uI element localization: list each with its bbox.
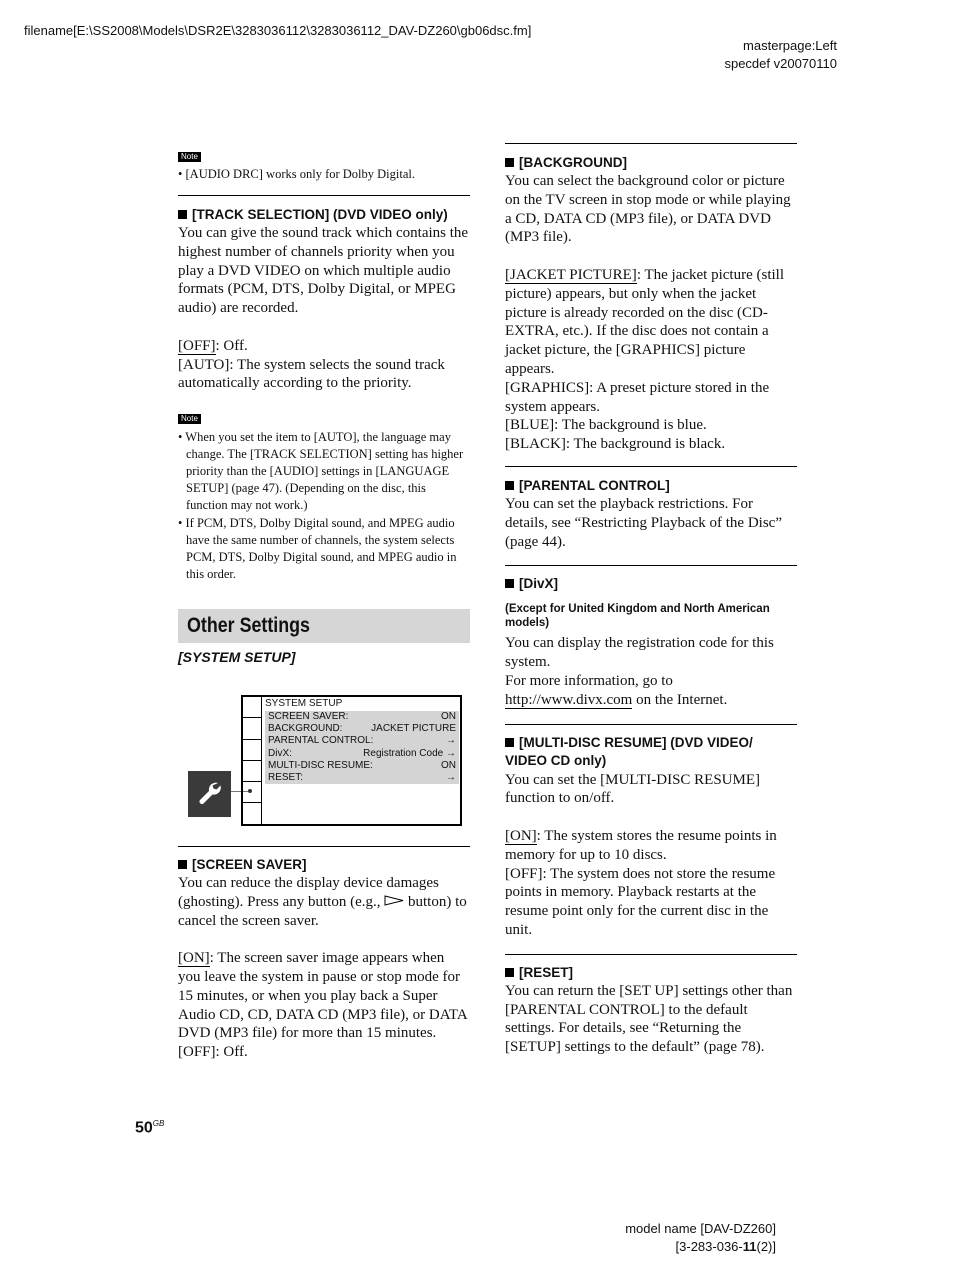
- screen-saver-heading: [SCREEN SAVER]: [178, 856, 470, 874]
- note-2-bullet-1: • When you set the item to [AUTO], the language may change. The [TRACK SELECTION] setting has higher priority than the [AUDIO] settings in [LANGUAGE SETUP] (page 47). (Depending on the disc, this function may not work.): [178, 430, 464, 513]
- left-column: [178, 146, 470, 665]
- screen-saver-on-option: [ON]: The screen saver image appears when you leave the system in pause or stop mode for 15 minutes, or when you play back a Super Audio CD, CD, DATA CD (MP3 file), or DATA DVD (MP3 file) for more than 15 minutes.: [178, 950, 467, 1042]
- note-2-bullet-2: • If PCM, DTS, Dolby Digital sound, and MPEG audio have the same number of channels, the system selects PCM, DTS, Dolby Digital sound, and MPEG audio in this order.: [178, 516, 457, 582]
- background-heading: [BACKGROUND]: [505, 154, 797, 172]
- wrench-icon: [188, 771, 231, 817]
- background-graphics-option: [GRAPHICS]: A preset picture stored in the system appears.: [505, 379, 770, 415]
- square-bullet-icon: [178, 210, 187, 219]
- osd-row-divx: DivX: Registration Code →: [268, 747, 456, 759]
- square-bullet-icon: [505, 968, 514, 977]
- divx-region-note: (Except for United Kingdom and North American models): [505, 603, 770, 630]
- background-jacket-option: [JACKET PICTURE]: The jacket picture (still picture) appears, but only when the jacket picture is already recorded on the disc (CD-EXTRA, etc.). If the disc does not contain a jacket picture, the [GRAPHICS] picture appears.: [505, 266, 784, 377]
- right-column: [505, 143, 797, 1057]
- track-selection-heading: [TRACK SELECTION] (DVD VIDEO only): [178, 206, 470, 224]
- square-bullet-icon: [505, 481, 514, 490]
- osd-tab: [243, 697, 261, 718]
- header-masterpage: masterpage:Left: [743, 38, 837, 53]
- background-black-option: [BLACK]: The background is black.: [505, 436, 726, 453]
- divider: [178, 195, 470, 196]
- divider: [505, 565, 797, 566]
- reset-heading: [RESET]: [505, 964, 797, 982]
- multi-disc-off-option: [OFF]: The system does not store the resume points in memory. Playback restarts at the resume point only for the current disc in the unit.: [505, 865, 776, 938]
- parental-control-body: You can set the playback restrictions. For details, see “Restricting Playback of the Disc” (page 44).: [505, 495, 782, 550]
- reset-body: You can return the [SET UP] settings other than [PARENTAL CONTROL] to the default settings. For details, see “Returning the [SETUP] settings to the default” (page 78).: [505, 982, 793, 1056]
- square-bullet-icon: [505, 579, 514, 588]
- header-filename: filename[E:\SS2008\Models\DSR2E\3283036112\3283036112_DAV-DZ260\gb06dsc.fm]: [24, 23, 532, 38]
- footer-model-name: model name [DAV-DZ260]: [625, 1221, 776, 1236]
- osd-row-reset: RESET: →: [268, 772, 456, 784]
- osd-tab-strip: [243, 697, 262, 824]
- divx-link[interactable]: http://www.divx.com: [505, 691, 633, 708]
- footer-part-code: [3-283-036-11(2)]: [675, 1239, 776, 1254]
- osd-menu: [265, 711, 459, 784]
- osd-row-parental-control: PARENTAL CONTROL: →: [268, 735, 456, 747]
- osd-row-screen-saver: SCREEN SAVER: ON: [268, 711, 456, 722]
- note-tag: Note: [178, 152, 201, 162]
- divider: [505, 466, 797, 467]
- setup-category-icon: [188, 771, 231, 817]
- note-1: [178, 146, 470, 183]
- section-title-bar: Other Settings: [178, 609, 470, 643]
- divider: [505, 724, 797, 725]
- osd-tab: [243, 740, 261, 761]
- track-auto-option: [AUTO]: The system selects the sound track automatically according to the priority.: [178, 356, 445, 392]
- square-bullet-icon: [505, 158, 514, 167]
- track-off-option: [OFF]: Off.: [178, 337, 248, 354]
- multi-disc-on-option: [ON]: The system stores the resume points in memory for up to 10 discs.: [505, 827, 777, 863]
- divx-url-line: http://www.divx.com on the Internet.: [505, 691, 728, 708]
- screen-saver-block: [178, 846, 470, 1062]
- track-selection-body: You can give the sound track which contains the highest number of channels priority when you play a DVD VIDEO on which multiple audio formats (PCM, DTS, Dolby Digital, or MPEG audio) are recorded.: [178, 225, 469, 317]
- divider: [178, 846, 470, 847]
- divider: [505, 143, 797, 144]
- note-2: [178, 408, 470, 583]
- divx-more-info: For more information, go to: [505, 672, 673, 689]
- divx-heading: [DivX]: [505, 575, 797, 593]
- play-button-icon: [384, 895, 404, 906]
- osd-title: SYSTEM SETUP: [265, 698, 343, 709]
- osd-row-multi-disc-resume: MULTI-DISC RESUME: ON: [268, 759, 456, 771]
- header-specdef: specdef v20070110: [724, 56, 837, 71]
- multi-disc-body: You can set the [MULTI-DISC RESUME] function to on/off.: [505, 771, 760, 807]
- osd-row-background: BACKGROUND: JACKET PICTURE: [268, 723, 456, 735]
- osd-tab: [243, 718, 261, 739]
- note-1-text: • [AUDIO DRC] works only for Dolby Digital.: [178, 167, 415, 181]
- osd-tab: [243, 782, 261, 803]
- parental-control-heading: [PARENTAL CONTROL]: [505, 477, 797, 495]
- multi-disc-heading: [MULTI-DISC RESUME] (DVD VIDEO/ VIDEO CD only): [505, 734, 753, 768]
- square-bullet-icon: [178, 860, 187, 869]
- background-blue-option: [BLUE]: The background is blue.: [505, 417, 707, 434]
- section-subtitle: [SYSTEM SETUP]: [178, 649, 296, 666]
- divx-body: You can display the registration code for this system.: [505, 635, 774, 671]
- screen-saver-off-option: [OFF]: Off.: [178, 1044, 248, 1061]
- square-bullet-icon: [505, 738, 514, 747]
- page-number: $50^{GB}$: [135, 1119, 165, 1137]
- system-setup-osd: [241, 695, 462, 826]
- screen-saver-body: You can reduce the display device damages (ghosting). Press any button (e.g., button) to cancel the screen saver.: [178, 875, 467, 929]
- divider: [505, 954, 797, 955]
- background-body: You can select the background color or picture on the TV screen in stop mode or while playing a CD, DATA CD (MP3 file), or DATA DVD (MP3 file).: [505, 173, 791, 246]
- osd-tab: [243, 761, 261, 782]
- note-tag: Note: [178, 414, 201, 424]
